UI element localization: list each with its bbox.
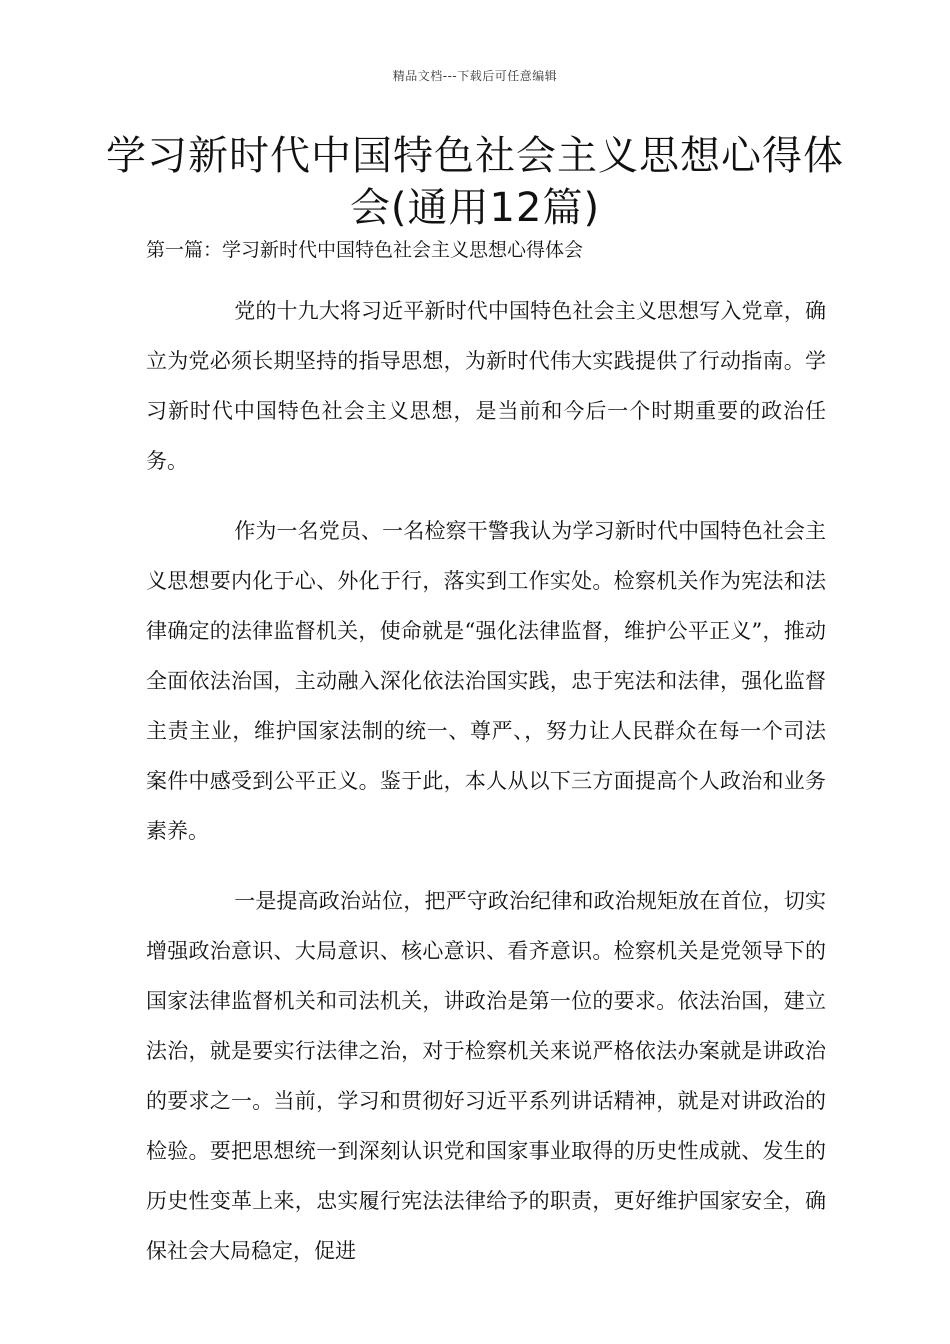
section-heading: 第一篇：学习新时代中国特色社会主义思想心得体会: [146, 239, 584, 261]
header-note: 精品文档---下载后可任意编辑: [392, 69, 558, 83]
document-body: [146, 234, 826, 1296]
paragraph-1: 党的十九大将习近平新时代中国特色社会主义思想写入党章，确立为党必须长期坚持的指导思想，为新时代伟大实践提供了行动指南。学习新时代中国特色社会主义思想，是当前和今后一个时期重要的政治任务。: [146, 299, 826, 473]
document-title: 学习新时代中国特色社会主义思想心得体会(通用12篇): [106, 133, 844, 231]
paragraph-2: 作为一名党员、一名检察干警我认为学习新时代中国特色社会主义思想要内化于心、外化于行，落实到工作实处。检察机关作为宪法和法律确定的法律监督机关，使命就是“强化法律监督，维护公平正义”，推动全面依法治国，主动融入深化依法治国实践，忠于宪法和法律，强化监督主责主业，维护国家法制的统一、尊严、，努力让人民群众在每一个司法案件中感受到公平正义。鉴于此，本人从以下三方面提高个人政治和业务素养。: [146, 519, 826, 843]
paragraph-3: 一是提高政治站位，把严守政治纪律和政治规矩放在首位，切实增强政治意识、大局意识、核心意识、看齐意识。检察机关是党领导下的国家法律监督机关和司法机关，讲政治是第一位的要求。依法治国，建立法治，就是要实行法律之治，对于检察机关来说严格依法办案就是讲政治的要求之一。当前，学习和贯彻好习近平系列讲话精神，就是对讲政治的检验。要把思想统一到深刻认识党和国家事业取得的历史性成就、发生的历史性变革上来，忠实履行宪法法律给予的职责，更好维护国家安全，确保社会大局稳定，促进: [146, 889, 826, 1263]
